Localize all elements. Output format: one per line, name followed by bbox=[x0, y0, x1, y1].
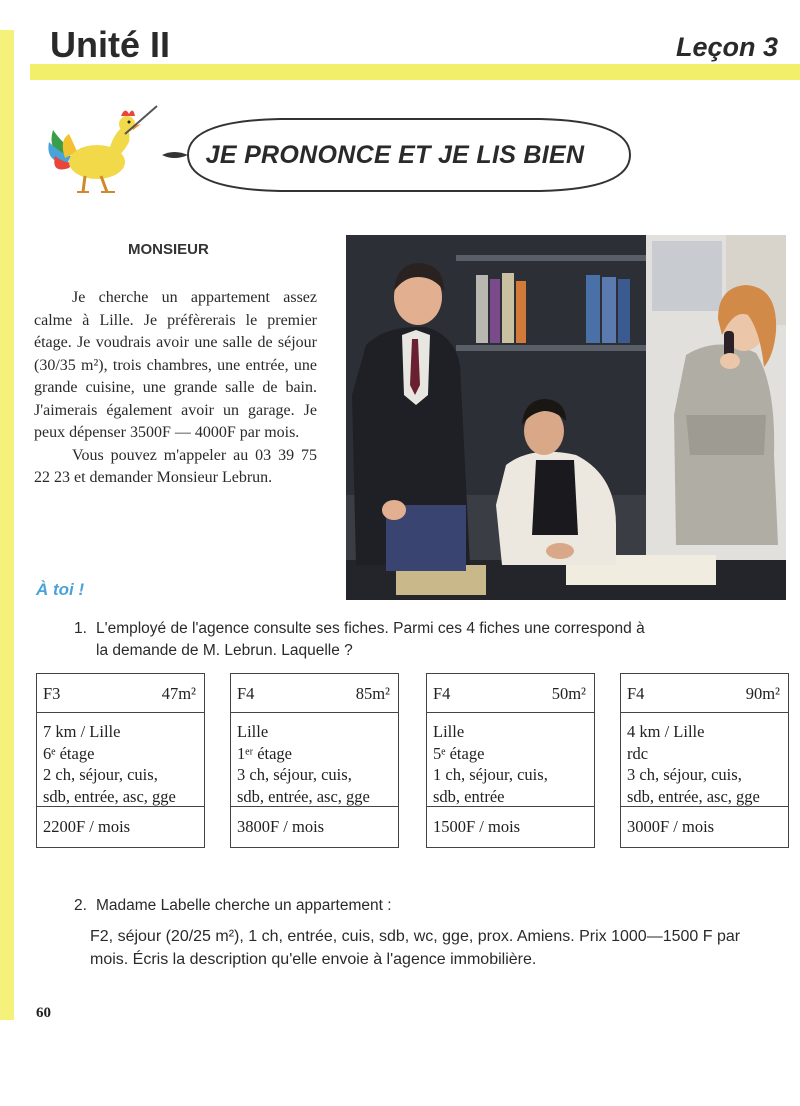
apartment-card bbox=[426, 673, 595, 848]
lesson-title: Leçon 3 bbox=[675, 32, 778, 62]
left-margin-stripe bbox=[0, 30, 14, 1020]
card-location: 4 km / Lille bbox=[627, 722, 705, 741]
card-location: 7 km / Lille bbox=[43, 722, 121, 741]
card-rooms: 2 ch, séjour, cuis, bbox=[43, 765, 158, 784]
card-rooms: 3 ch, séjour, cuis, bbox=[627, 765, 742, 784]
apartment-card bbox=[620, 673, 789, 848]
question-text: Madame Labelle cherche un appartement : bbox=[96, 897, 392, 914]
card-area: 47m² bbox=[161, 684, 196, 703]
apartment-card bbox=[230, 673, 399, 848]
card-area: 50m² bbox=[551, 684, 586, 703]
card-rooms: 3 ch, séjour, cuis, bbox=[237, 765, 352, 784]
card-header bbox=[621, 674, 788, 713]
card-area: 90m² bbox=[745, 684, 780, 703]
ad-heading: MONSIEUR bbox=[128, 241, 209, 258]
question-1 bbox=[74, 618, 774, 662]
ad-text bbox=[34, 287, 317, 490]
question-text: la demande de M. Lebrun. Laquelle ? bbox=[96, 642, 353, 659]
card-floor: 5ᵉ étage bbox=[433, 743, 485, 763]
card-extras: sdb, entrée, asc, gge bbox=[627, 786, 760, 806]
card-extras: sdb, entrée, asc, gge bbox=[43, 786, 176, 806]
ad-paragraph: Vous pouvez m'appeler au 03 39 75 22 23 et demander Monsieur Lebrun. bbox=[34, 446, 317, 486]
card-rooms: 1 ch, séjour, cuis, bbox=[433, 765, 548, 784]
card-body bbox=[37, 713, 204, 807]
card-header bbox=[427, 674, 594, 713]
card-body bbox=[621, 713, 788, 807]
card-price: 2200F / mois bbox=[43, 817, 131, 836]
question-number: 2. bbox=[74, 897, 87, 914]
card-body bbox=[231, 713, 398, 807]
card-price: 3000F / mois bbox=[627, 817, 715, 836]
question-2 bbox=[74, 895, 774, 971]
card-floor: 6ᵉ étage bbox=[43, 743, 95, 763]
card-price: 3800F / mois bbox=[237, 817, 325, 836]
card-floor: rdc bbox=[627, 743, 649, 763]
card-floor: 1ᵉʳ étage bbox=[237, 743, 292, 763]
page-header bbox=[0, 0, 800, 90]
header-highlight-bar bbox=[30, 64, 800, 80]
card-area: 85m² bbox=[355, 684, 390, 703]
card-header bbox=[37, 674, 204, 713]
card-body bbox=[427, 713, 594, 807]
card-type: F4 bbox=[237, 684, 255, 703]
card-extras: sdb, entrée bbox=[433, 786, 505, 806]
card-location: Lille bbox=[237, 722, 269, 741]
card-header bbox=[231, 674, 398, 713]
question-number: 1. bbox=[74, 620, 87, 637]
banner-title: JE PRONONCE ET JE LIS BIEN bbox=[205, 141, 585, 169]
card-type: F3 bbox=[43, 684, 61, 703]
card-type: F4 bbox=[433, 684, 451, 703]
exercise-heading: À toi ! bbox=[36, 580, 85, 599]
card-type: F4 bbox=[627, 684, 645, 703]
question-body: F2, séjour (20/25 m²), 1 ch, entrée, cuis, sdb, wc, gge, prox. Amiens. Prix 1000—1500 F par mois. Écris la description qu'elle envoie à l'agence immobilière. bbox=[90, 928, 741, 968]
section-banner bbox=[160, 115, 640, 195]
rooster-illustration bbox=[45, 100, 160, 195]
question-text: L'employé de l'agence consulte ses fiches. Parmi ces 4 fiches une correspond à bbox=[96, 620, 645, 637]
unit-title: Unité II bbox=[50, 24, 171, 65]
apartment-card bbox=[36, 673, 205, 848]
card-price: 1500F / mois bbox=[433, 817, 521, 836]
page-number: 60 bbox=[36, 1005, 51, 1021]
card-location: Lille bbox=[433, 722, 465, 741]
ad-paragraph: Je cherche un appartement assez calme à Lille. Je préfèrerais le premier étage. Je voudrais avoir une salle de séjour (30/35 m²), trois chambres, une entrée, une grande cuisine, une grande salle de bain. J'aimerais également avoir un garage. Je peux dépenser 3500F — 4000F par mois. bbox=[34, 289, 317, 441]
office-photo bbox=[346, 235, 786, 600]
card-extras: sdb, entrée, asc, gge bbox=[237, 786, 370, 806]
